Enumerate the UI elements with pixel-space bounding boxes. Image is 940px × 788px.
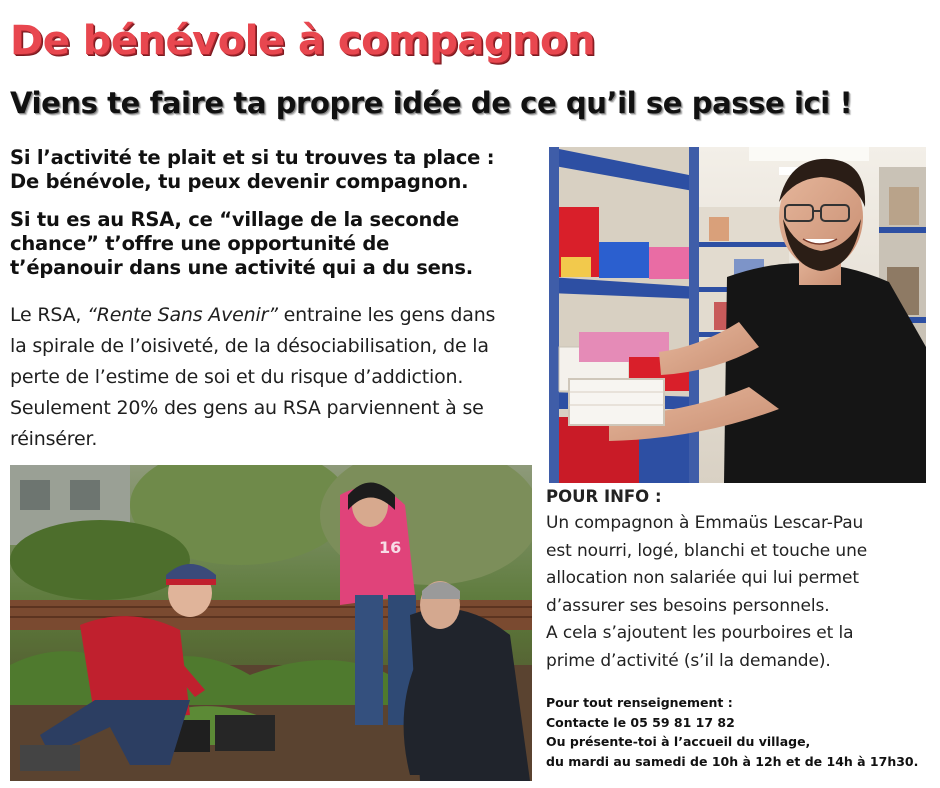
photo-volunteer-sorting-baskets — [549, 147, 926, 483]
rsa-line — [10, 300, 545, 331]
rsa-line: réinsérer. — [10, 428, 98, 450]
lead2-line: Si tu es au RSA, ce “village de la seconde — [10, 208, 460, 231]
lead2-line: t’épanouir dans une activité qui a du sens. — [10, 256, 473, 279]
volunteer-photo-illustration — [549, 147, 926, 483]
page-subtitle: Viens te faire ta propre idée de ce qu’il se passe ici ! — [10, 86, 853, 120]
lead2-line: chance” t’offre une opportunité de — [10, 232, 390, 255]
lead1-line: Si l’activité te plait et si tu trouves ta place : — [10, 146, 495, 169]
contact-line: Ou présente-toi à l’accueil du village, — [546, 734, 811, 749]
info-line: est nourri, logé, blanchi et touche une — [546, 540, 868, 561]
lead-paragraph-1 — [10, 146, 550, 194]
rsa-line: Seulement 20% des gens au RSA parviennent à se — [10, 397, 484, 419]
contact-section — [546, 693, 938, 771]
info-section — [546, 487, 936, 675]
contact-line: Pour tout renseignement : — [546, 695, 733, 710]
rsa-line1-rest: entraine les gens dans — [277, 304, 496, 326]
contact-phone-line: Contacte le 05 59 81 17 82 — [546, 714, 735, 730]
page-title: De bénévole à compagnon — [10, 18, 595, 64]
lead-paragraph-2 — [10, 208, 550, 280]
info-line: prime d’activité (s’il la demande). — [546, 650, 831, 671]
rsa-intro: Le RSA, — [10, 304, 88, 326]
rsa-line: la spirale de l’oisiveté, de la désociabilisation, de la — [10, 335, 489, 357]
info-line: A cela s’ajoutent les pourboires et la — [546, 623, 854, 643]
info-line: allocation non salariée qui lui permet — [546, 568, 859, 588]
rsa-acronym-meaning: “Rente Sans Avenir” — [87, 304, 278, 326]
info-line: Un compagnon à Emmaüs Lescar-Pau — [546, 513, 864, 533]
garden-photo-illustration — [10, 465, 532, 781]
info-heading: POUR INFO : — [546, 487, 662, 506]
lead1-line: De bénévole, tu peux devenir compagnon. — [10, 170, 469, 193]
rsa-paragraph — [10, 300, 545, 455]
info-line: d’assurer ses besoins personnels. — [546, 595, 830, 616]
rsa-line: perte de l’estime de soi et du risque d’addiction. — [10, 366, 464, 388]
photo-gardeners-in-vegetable-garden — [10, 465, 532, 781]
contact-hours-line: du mardi au samedi de 10h à 12h et de 14h à 17h30. — [546, 753, 919, 769]
hoodie-number-print: 16 — [379, 538, 402, 557]
